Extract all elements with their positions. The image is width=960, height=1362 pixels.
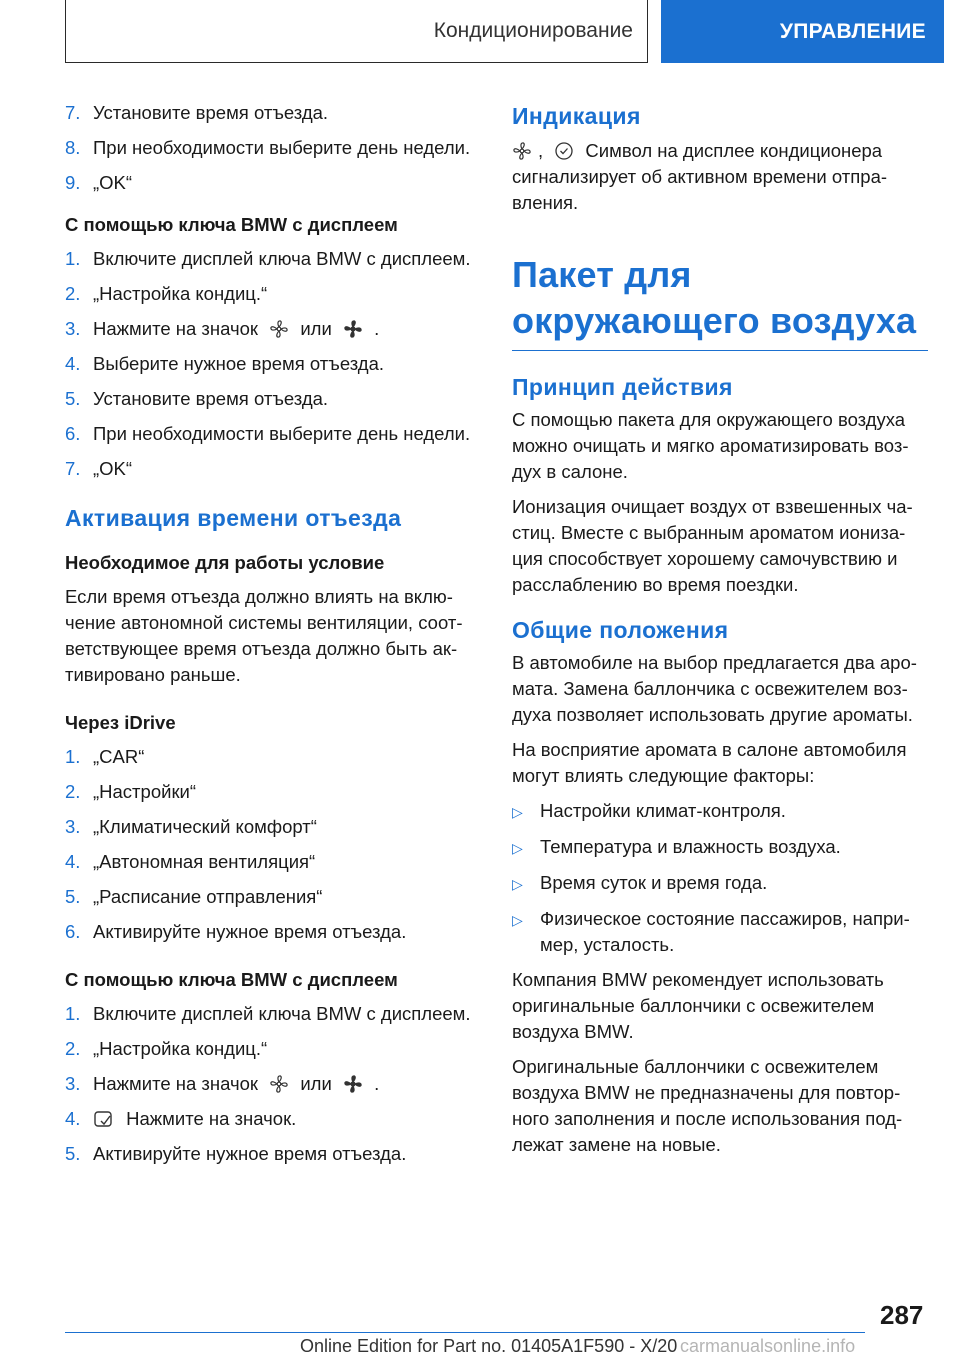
step-text-after: .: [374, 1073, 380, 1094]
list-item: [65, 919, 485, 945]
step-text: Выберите нужное время отъезда.: [93, 353, 384, 374]
bullet-text: Температура и влажность воздуха.: [540, 836, 841, 857]
step-text: „OK“: [93, 458, 133, 479]
step-text-after: .: [374, 318, 380, 339]
step-text: „OK“: [93, 172, 133, 193]
heading-idrive: Через iDrive: [65, 712, 176, 733]
step-text: „Автономная вентиляция“: [93, 851, 316, 872]
general-title: Общие положения: [512, 617, 729, 643]
step-text: „Настройка кондиц.“: [93, 283, 268, 304]
list-item: [65, 779, 485, 805]
list-item: [512, 870, 928, 897]
step-text: Активируйте нужное время отъезда.: [93, 1143, 407, 1164]
step-number: 1.: [65, 248, 81, 269]
step-number: 3.: [65, 816, 81, 837]
list-item: [65, 135, 485, 161]
step-text: „Настройка кондиц.“: [93, 1038, 268, 1059]
bullet-marker: ▷: [512, 840, 523, 856]
header-section-title: Кондиционирование: [433, 19, 633, 42]
main-title-wrap: [512, 252, 928, 351]
step-number: 4.: [65, 353, 81, 374]
bullet-marker: ▷: [512, 912, 523, 928]
section-title-departure: Активация времени отъезда: [65, 505, 402, 531]
fan-auto-icon: [343, 1074, 363, 1094]
step-text: [93, 1071, 485, 1097]
step-text: „Расписание отправления“: [93, 886, 323, 907]
step-number: 5.: [65, 388, 81, 409]
left-column: [65, 100, 485, 1176]
step-text-body: Нажмите на значок.: [126, 1108, 297, 1129]
step-text-before: Нажмите на значок: [93, 318, 259, 339]
steps-list-c: [65, 744, 485, 945]
footer-divider: [65, 1332, 865, 1333]
step-text: Установите время отъезда.: [93, 102, 329, 123]
list-item: [65, 100, 485, 126]
bullet-text: Время суток и время года.: [540, 872, 768, 893]
step-text: Включите дисплей ключа BMW с дисплеем.: [93, 1003, 471, 1024]
indicator-text: [512, 138, 928, 216]
step-number: 3.: [65, 318, 81, 339]
general-paragraph-3: Компания BMW рекомендует использовать оригинальные баллончики с освежителем воздуха BMW.: [512, 969, 884, 1042]
list-item: [65, 744, 485, 770]
list-item: [65, 1001, 485, 1027]
bullet-text: Настройки климат-контроля.: [540, 800, 786, 821]
list-item: [65, 884, 485, 910]
step-text: [93, 316, 485, 342]
indicator-body: Символ на дисплее кондиционера сигнализирует об активном времени отправления.: [512, 140, 888, 213]
step-text: [93, 1106, 485, 1132]
indicator-title: Индикация: [512, 103, 641, 129]
step-number: 1.: [65, 746, 81, 767]
step-number: 1.: [65, 1003, 81, 1024]
step-number: 6.: [65, 423, 81, 444]
step-text-mid: или: [300, 1073, 332, 1094]
step-number: 6.: [65, 921, 81, 942]
main-title: Пакет для окружающего воздуха: [512, 254, 917, 341]
list-item: [65, 281, 485, 307]
bullet-marker: ▷: [512, 876, 523, 892]
list-item: [512, 906, 928, 958]
general-paragraph-2: На восприятие аромата в салоне автомобиля могут влиять следующие факторы:: [512, 739, 907, 786]
list-item: [65, 1106, 485, 1132]
principle-title: Принцип действия: [512, 374, 733, 400]
list-item: [65, 351, 485, 377]
fan-icon: [269, 319, 289, 339]
step-text: „Настройки“: [93, 781, 197, 802]
fan-icon: [512, 141, 532, 161]
step-text: „Климатический комфорт“: [93, 816, 317, 837]
step-text: „CAR“: [93, 746, 145, 767]
step-text-mid: или: [300, 318, 332, 339]
step-text: Включите дисплей ключа BMW с дисплеем.: [93, 248, 471, 269]
principle-paragraph-2: Ионизация очищает воздух от взвешенных частиц. Вместе с выбранным ароматом ионизация способствует хорошему самочувствию и расслаблению во время поездки.: [512, 496, 913, 595]
bullet-marker: ▷: [512, 804, 523, 820]
list-item: [65, 246, 485, 272]
list-item: [65, 386, 485, 412]
list-item: [512, 834, 928, 861]
heading-requirement: Необходимое для работы условие: [65, 552, 385, 573]
page-number: 287: [880, 1300, 924, 1330]
heading-key-display: С помощью ключа BMW с дисплеем: [65, 214, 398, 235]
step-text: При необходимости выберите день недели.: [93, 423, 471, 444]
fan-icon: [269, 1074, 289, 1094]
step-number: 2.: [65, 283, 81, 304]
list-item: [65, 421, 485, 447]
heading-key-display-2: С помощью ключа BMW с дисплеем: [65, 969, 398, 990]
list-item: [65, 814, 485, 840]
watermark[interactable]: carmanualsonline.info: [680, 1336, 856, 1356]
step-text-before: Нажмите на значок: [93, 1073, 259, 1094]
step-number: 2.: [65, 781, 81, 802]
step-number: 9.: [65, 172, 81, 193]
step-text: При необходимости выберите день недели.: [93, 137, 471, 158]
list-item: [512, 798, 928, 825]
step-number: 5.: [65, 886, 81, 907]
bullet-text: Физическое состояние пассажиров, например, усталость.: [540, 908, 910, 955]
list-item: [65, 316, 485, 342]
clock-check-icon: [554, 141, 574, 161]
list-item: [65, 170, 485, 196]
list-item: [65, 456, 485, 482]
header-section-tab: [65, 0, 648, 63]
fan-auto-icon: [343, 319, 363, 339]
requirement-text: Если время отъезда должно влиять на включение автономной системы вентиляции, соответствующее время отъезда должно быть активировано раньше.: [65, 586, 463, 685]
display-key-icon: [93, 1109, 115, 1129]
step-number: 4.: [65, 1108, 81, 1129]
step-number: 3.: [65, 1073, 81, 1094]
step-number: 7.: [65, 458, 81, 479]
list-item: [65, 849, 485, 875]
footer-edition: Online Edition for Part no. 01405A1F590 - X/20: [300, 1336, 678, 1356]
indicator-separator: ,: [538, 140, 544, 161]
principle-paragraph-1: С помощью пакета для окружающего воздуха можно очищать и мягко ароматизировать воздух в салоне.: [512, 409, 909, 482]
step-text: Активируйте нужное время отъезда.: [93, 921, 407, 942]
step-number: 4.: [65, 851, 81, 872]
steps-list-d: [65, 1001, 485, 1167]
step-number: 5.: [65, 1143, 81, 1164]
general-paragraph-4: Оригинальные баллончики с освежителем воздуха BMW не предназначены для повторного заполнения и после использования подлежат замене на новые.: [512, 1056, 903, 1155]
right-column: [512, 100, 928, 1167]
list-item: [65, 1071, 485, 1097]
step-text: Установите время отъезда.: [93, 388, 329, 409]
step-number: 7.: [65, 102, 81, 123]
steps-list-b: [65, 246, 485, 482]
list-item: [65, 1141, 485, 1167]
header-chapter-title: УПРАВЛЕНИЕ: [779, 19, 926, 43]
step-number: 8.: [65, 137, 81, 158]
list-item: [65, 1036, 485, 1062]
factors-list: [512, 798, 928, 958]
step-number: 2.: [65, 1038, 81, 1059]
header-chapter-tab: [661, 0, 944, 63]
steps-list-a: [65, 100, 485, 196]
general-paragraph-1: В автомобиле на выбор предлагается два аромата. Замена баллончика с освежителем воздуха позволяет использовать другие ароматы.: [512, 652, 917, 725]
